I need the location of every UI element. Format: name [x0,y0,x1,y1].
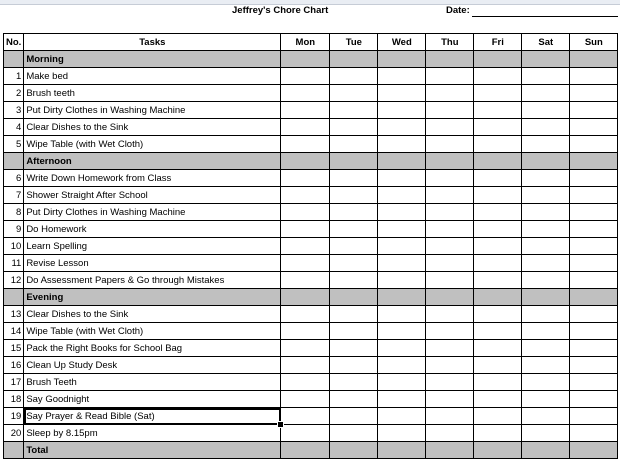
task-name[interactable]: Clear Dishes to the Sink [24,119,281,136]
checkbox-cell-tue[interactable] [330,170,378,187]
checkbox-cell-thu[interactable] [426,170,474,187]
checkbox-cell-sat[interactable] [522,408,570,425]
checkbox-cell-wed[interactable] [378,391,426,408]
task-row [4,323,618,340]
task-row [4,238,618,255]
checkbox-cell-tue[interactable] [330,136,378,153]
total-label[interactable]: Total [24,442,281,459]
task-name[interactable]: Learn Spelling [24,238,281,255]
checkbox-cell-sat[interactable] [522,306,570,323]
task-number[interactable]: 14 [4,323,24,340]
checkbox-cell-sun[interactable] [570,204,618,221]
checkbox-cell-thu[interactable] [426,136,474,153]
date-input-line[interactable] [472,16,618,17]
section-cell-sat[interactable] [522,51,570,68]
task-number[interactable]: 1 [4,68,24,85]
checkbox-cell-tue[interactable] [330,119,378,136]
section-no-cell[interactable] [4,153,24,170]
checkbox-cell-sat[interactable] [522,238,570,255]
task-name[interactable]: Sleep by 8.15pm [24,425,281,442]
task-name[interactable]: Say Goodnight [24,391,281,408]
task-name[interactable]: Clear Dishes to the Sink [24,306,281,323]
checkbox-cell-fri[interactable] [474,85,522,102]
checkbox-cell-sat[interactable] [522,85,570,102]
checkbox-cell-fri[interactable] [474,357,522,374]
checkbox-cell-tue[interactable] [330,238,378,255]
task-name[interactable]: Wipe Table (with Wet Cloth) [24,323,281,340]
checkbox-cell-thu[interactable] [426,187,474,204]
checkbox-cell-tue[interactable] [330,255,378,272]
total-cell-wed[interactable] [378,442,426,459]
checkbox-cell-wed[interactable] [378,68,426,85]
checkbox-cell-mon[interactable] [281,85,330,102]
title-row [0,0,620,20]
checkbox-cell-tue[interactable] [330,102,378,119]
section-no-cell[interactable] [4,289,24,306]
task-row [4,340,618,357]
section-cell-sun[interactable] [570,51,618,68]
section-cell-mon[interactable] [281,289,330,306]
checkbox-cell-thu[interactable] [426,306,474,323]
section-title[interactable]: Afternoon [24,153,281,170]
task-name[interactable]: Brush teeth [24,85,281,102]
task-number[interactable]: 8 [4,204,24,221]
checkbox-cell-mon[interactable] [281,340,330,357]
checkbox-cell-thu[interactable] [426,408,474,425]
task-name[interactable]: Wipe Table (with Wet Cloth) [24,136,281,153]
header-sun[interactable]: Sun [570,34,618,51]
checkbox-cell-sat[interactable] [522,255,570,272]
checkbox-cell-wed[interactable] [378,85,426,102]
checkbox-cell-thu[interactable] [426,425,474,442]
task-number[interactable]: 3 [4,102,24,119]
task-row [4,391,618,408]
checkbox-cell-sun[interactable] [570,408,618,425]
section-no-cell[interactable] [4,51,24,68]
checkbox-cell-wed[interactable] [378,221,426,238]
task-number[interactable]: 9 [4,221,24,238]
checkbox-cell-fri[interactable] [474,221,522,238]
header-thu[interactable]: Thu [426,34,474,51]
checkbox-cell-sat[interactable] [522,221,570,238]
task-number[interactable]: 5 [4,136,24,153]
checkbox-cell-fri[interactable] [474,306,522,323]
section-row [4,153,618,170]
checkbox-cell-sun[interactable] [570,306,618,323]
total-cell-tue[interactable] [330,442,378,459]
total-cell-sat[interactable] [522,442,570,459]
checkbox-cell-sat[interactable] [522,102,570,119]
header-no[interactable]: No. [4,34,24,51]
checkbox-cell-thu[interactable] [426,272,474,289]
checkbox-cell-sat[interactable] [522,323,570,340]
checkbox-cell-wed[interactable] [378,102,426,119]
task-number[interactable]: 11 [4,255,24,272]
section-cell-sun[interactable] [570,289,618,306]
task-number[interactable]: 4 [4,119,24,136]
checkbox-cell-sun[interactable] [570,102,618,119]
checkbox-cell-sun[interactable] [570,374,618,391]
section-cell-mon[interactable] [281,153,330,170]
checkbox-cell-sat[interactable] [522,136,570,153]
checkbox-cell-sat[interactable] [522,187,570,204]
checkbox-cell-tue[interactable] [330,68,378,85]
task-number[interactable]: 6 [4,170,24,187]
checkbox-cell-tue[interactable] [330,221,378,238]
checkbox-cell-mon[interactable] [281,221,330,238]
task-number[interactable]: 20 [4,425,24,442]
checkbox-cell-tue[interactable] [330,272,378,289]
checkbox-cell-thu[interactable] [426,340,474,357]
task-name[interactable]: Put Dirty Clothes in Washing Machine [24,204,281,221]
checkbox-cell-mon[interactable] [281,425,330,442]
checkbox-cell-fri[interactable] [474,391,522,408]
checkbox-cell-sat[interactable] [522,357,570,374]
header-sat[interactable]: Sat [522,34,570,51]
section-cell-tue[interactable] [330,153,378,170]
section-cell-sat[interactable] [522,153,570,170]
checkbox-cell-tue[interactable] [330,187,378,204]
checkbox-cell-sun[interactable] [570,272,618,289]
task-row [4,408,618,425]
section-cell-tue[interactable] [330,51,378,68]
checkbox-cell-tue[interactable] [330,357,378,374]
checkbox-cell-thu[interactable] [426,85,474,102]
task-name[interactable]: Clean Up Study Desk [24,357,281,374]
task-row [4,68,618,85]
task-number[interactable]: 10 [4,238,24,255]
checkbox-cell-sun[interactable] [570,119,618,136]
checkbox-cell-wed[interactable] [378,357,426,374]
section-cell-tue[interactable] [330,289,378,306]
section-cell-thu[interactable] [426,153,474,170]
checkbox-cell-mon[interactable] [281,68,330,85]
checkbox-cell-fri[interactable] [474,187,522,204]
checkbox-cell-fri[interactable] [474,408,522,425]
checkbox-cell-sun[interactable] [570,170,618,187]
checkbox-cell-sat[interactable] [522,119,570,136]
task-row [4,221,618,238]
checkbox-cell-tue[interactable] [330,425,378,442]
task-name[interactable]: Revise Lesson [24,255,281,272]
checkbox-cell-mon[interactable] [281,204,330,221]
checkbox-cell-fri[interactable] [474,119,522,136]
task-name[interactable]: Do Homework [24,221,281,238]
checkbox-cell-fri[interactable] [474,238,522,255]
task-number[interactable]: 15 [4,340,24,357]
checkbox-cell-sat[interactable] [522,374,570,391]
task-row [4,357,618,374]
checkbox-cell-sun[interactable] [570,238,618,255]
section-cell-fri[interactable] [474,153,522,170]
checkbox-cell-mon[interactable] [281,323,330,340]
checkbox-cell-tue[interactable] [330,408,378,425]
checkbox-cell-mon[interactable] [281,170,330,187]
checkbox-cell-wed[interactable] [378,374,426,391]
task-name-selected-cell[interactable]: Say Prayer & Read Bible (Sat) [24,408,281,425]
checkbox-cell-wed[interactable] [378,204,426,221]
task-row [4,119,618,136]
header-row [4,34,618,51]
task-name[interactable]: Shower Straight After School [24,187,281,204]
checkbox-cell-thu[interactable] [426,68,474,85]
checkbox-cell-wed[interactable] [378,255,426,272]
section-cell-mon[interactable] [281,51,330,68]
task-number[interactable]: 7 [4,187,24,204]
checkbox-cell-fri[interactable] [474,170,522,187]
task-row [4,204,618,221]
checkbox-cell-mon[interactable] [281,187,330,204]
task-number[interactable]: 13 [4,306,24,323]
header-tasks[interactable]: Tasks [24,34,281,51]
task-name[interactable]: Put Dirty Clothes in Washing Machine [24,102,281,119]
checkbox-cell-mon[interactable] [281,119,330,136]
checkbox-cell-fri[interactable] [474,68,522,85]
task-number[interactable]: 17 [4,374,24,391]
checkbox-cell-thu[interactable] [426,323,474,340]
checkbox-cell-mon[interactable] [281,238,330,255]
checkbox-cell-wed[interactable] [378,425,426,442]
section-cell-fri[interactable] [474,289,522,306]
checkbox-cell-tue[interactable] [330,391,378,408]
task-row [4,136,618,153]
header-wed[interactable]: Wed [378,34,426,51]
checkbox-cell-mon[interactable] [281,136,330,153]
task-row [4,170,618,187]
task-row [4,85,618,102]
checkbox-cell-wed[interactable] [378,323,426,340]
checkbox-cell-wed[interactable] [378,340,426,357]
checkbox-cell-thu[interactable] [426,204,474,221]
checkbox-cell-wed[interactable] [378,170,426,187]
checkbox-cell-fri[interactable] [474,374,522,391]
checkbox-cell-mon[interactable] [281,374,330,391]
section-cell-sun[interactable] [570,153,618,170]
date-label[interactable]: Date: [446,5,470,16]
blank-row[interactable] [0,20,620,34]
chart-body [4,51,618,459]
task-name[interactable]: Make bed [24,68,281,85]
checkbox-cell-thu[interactable] [426,374,474,391]
chore-table [3,33,618,459]
checkbox-cell-fri[interactable] [474,323,522,340]
checkbox-cell-thu[interactable] [426,119,474,136]
total-no-cell[interactable] [4,442,24,459]
checkbox-cell-sat[interactable] [522,204,570,221]
checkbox-cell-thu[interactable] [426,238,474,255]
section-cell-thu[interactable] [426,289,474,306]
section-cell-thu[interactable] [426,51,474,68]
checkbox-cell-wed[interactable] [378,408,426,425]
checkbox-cell-wed[interactable] [378,238,426,255]
checkbox-cell-sun[interactable] [570,425,618,442]
checkbox-cell-mon[interactable] [281,102,330,119]
checkbox-cell-mon[interactable] [281,306,330,323]
total-cell-thu[interactable] [426,442,474,459]
checkbox-cell-tue[interactable] [330,340,378,357]
checkbox-cell-thu[interactable] [426,255,474,272]
checkbox-cell-fri[interactable] [474,425,522,442]
checkbox-cell-mon[interactable] [281,255,330,272]
section-cell-wed[interactable] [378,153,426,170]
checkbox-cell-wed[interactable] [378,136,426,153]
section-cell-wed[interactable] [378,51,426,68]
task-row [4,272,618,289]
checkbox-cell-thu[interactable] [426,357,474,374]
task-number[interactable]: 2 [4,85,24,102]
section-cell-fri[interactable] [474,51,522,68]
checkbox-cell-sun[interactable] [570,357,618,374]
total-cell-mon[interactable] [281,442,330,459]
checkbox-cell-fri[interactable] [474,204,522,221]
section-cell-sat[interactable] [522,289,570,306]
checkbox-cell-sun[interactable] [570,221,618,238]
checkbox-cell-wed[interactable] [378,306,426,323]
checkbox-cell-wed[interactable] [378,272,426,289]
checkbox-cell-fri[interactable] [474,102,522,119]
task-number[interactable]: 19 [4,408,24,425]
header-tue[interactable]: Tue [330,34,378,51]
checkbox-cell-sun[interactable] [570,68,618,85]
checkbox-cell-mon[interactable] [281,357,330,374]
checkbox-cell-sun[interactable] [570,255,618,272]
checkbox-cell-sat[interactable] [522,340,570,357]
task-name[interactable]: Write Down Homework from Class [24,170,281,187]
chart-title[interactable]: Jeffrey's Chore Chart [232,5,329,16]
checkbox-cell-fri[interactable] [474,255,522,272]
checkbox-cell-tue[interactable] [330,85,378,102]
checkbox-cell-fri[interactable] [474,136,522,153]
total-cell-sun[interactable] [570,442,618,459]
task-name[interactable]: Do Assessment Papers & Go through Mistakes [24,272,281,289]
checkbox-cell-wed[interactable] [378,119,426,136]
fill-handle[interactable] [277,421,284,428]
checkbox-cell-sun[interactable] [570,136,618,153]
task-row [4,255,618,272]
task-row [4,102,618,119]
task-name[interactable]: Pack the Right Books for School Bag [24,340,281,357]
checkbox-cell-tue[interactable] [330,323,378,340]
checkbox-cell-sat[interactable] [522,170,570,187]
total-cell-fri[interactable] [474,442,522,459]
task-number[interactable]: 12 [4,272,24,289]
checkbox-cell-thu[interactable] [426,391,474,408]
task-row [4,187,618,204]
section-title[interactable]: Evening [24,289,281,306]
task-number[interactable]: 18 [4,391,24,408]
checkbox-cell-thu[interactable] [426,221,474,238]
task-row [4,425,618,442]
checkbox-cell-tue[interactable] [330,204,378,221]
checkbox-cell-fri[interactable] [474,340,522,357]
total-row [4,442,618,459]
header-fri[interactable]: Fri [474,34,522,51]
checkbox-cell-thu[interactable] [426,102,474,119]
header-mon[interactable]: Mon [281,34,330,51]
checkbox-cell-sun[interactable] [570,187,618,204]
checkbox-cell-sat[interactable] [522,272,570,289]
task-row [4,306,618,323]
checkbox-cell-mon[interactable] [281,391,330,408]
checkbox-cell-mon[interactable] [281,408,330,425]
checkbox-cell-sat[interactable] [522,425,570,442]
task-name[interactable]: Brush Teeth [24,374,281,391]
checkbox-cell-sat[interactable] [522,68,570,85]
section-row [4,289,618,306]
checkbox-cell-sun[interactable] [570,340,618,357]
checkbox-cell-sat[interactable] [522,391,570,408]
checkbox-cell-tue[interactable] [330,306,378,323]
task-number[interactable]: 16 [4,357,24,374]
task-row [4,374,618,391]
checkbox-cell-mon[interactable] [281,272,330,289]
checkbox-cell-fri[interactable] [474,272,522,289]
checkbox-cell-sun[interactable] [570,323,618,340]
checkbox-cell-wed[interactable] [378,187,426,204]
section-title[interactable]: Morning [24,51,281,68]
checkbox-cell-sun[interactable] [570,85,618,102]
checkbox-cell-tue[interactable] [330,374,378,391]
section-row [4,51,618,68]
section-cell-wed[interactable] [378,289,426,306]
checkbox-cell-sun[interactable] [570,391,618,408]
